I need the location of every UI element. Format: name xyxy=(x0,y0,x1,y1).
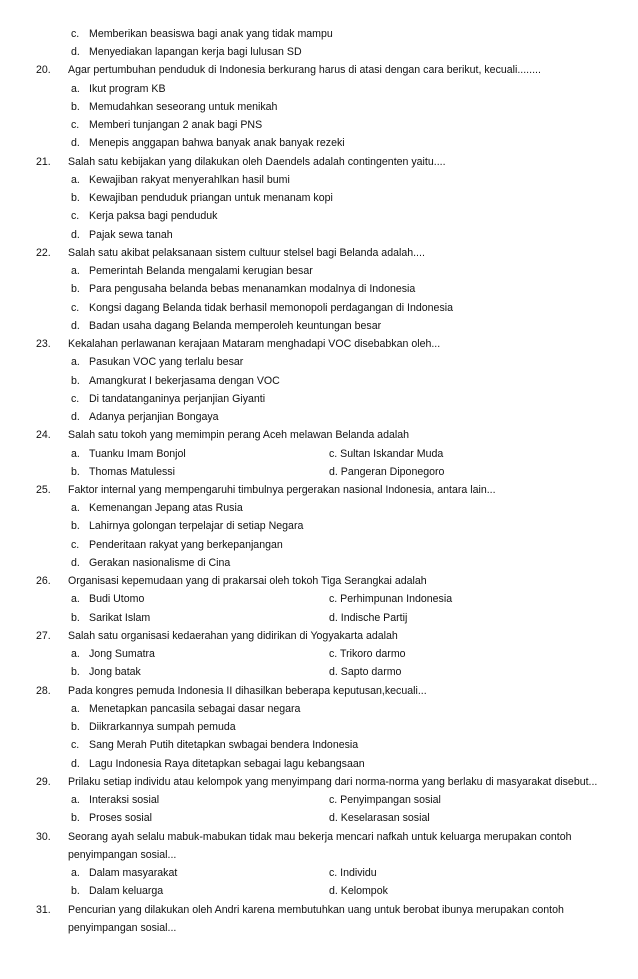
question-row xyxy=(0,573,638,589)
option-text: Badan usaha dagang Belanda memperoleh keuntungan besar xyxy=(89,319,382,332)
option-right: d. Pangeran Diponegoro xyxy=(329,465,445,478)
option-text: Proses sosial xyxy=(89,812,152,825)
option-text: Thomas Matulessi xyxy=(89,465,175,478)
option-text: Lahirnya golongan terpelajar di setiap Negara xyxy=(89,520,304,533)
option-letter: b. xyxy=(71,192,80,205)
option-text: Ikut program KB xyxy=(89,82,166,95)
option-text: Para pengusaha belanda bebas menanamkan modalnya di Indonesia xyxy=(89,283,416,296)
option-letter: a. xyxy=(71,173,80,186)
option-row xyxy=(0,263,638,279)
option-text: Kemenangan Jepang atas Rusia xyxy=(89,502,243,515)
option-letter: a. xyxy=(71,447,80,460)
question-number: 20. xyxy=(36,64,51,77)
option-row xyxy=(0,318,638,334)
question-number: 25. xyxy=(36,484,51,496)
option-row xyxy=(0,208,638,224)
option-letter: d. xyxy=(71,137,80,150)
option-letter: a. xyxy=(71,794,80,807)
option-letter: d. xyxy=(71,319,80,332)
option-text: Lagu Indonesia Raya ditetapkan sebagai lagu kebangsaan xyxy=(89,757,365,770)
option-row-two-column xyxy=(0,865,638,881)
option-row xyxy=(0,737,638,753)
option-right: d. Keselarasan sosial xyxy=(329,812,430,825)
question-row xyxy=(0,774,638,790)
question-row xyxy=(0,62,638,78)
option-letter: d. xyxy=(71,228,80,241)
question-text: Salah satu kebijakan yang dilakukan oleh Daendels adalah contingenten yaitu.... xyxy=(68,155,446,168)
option-text: Memberikan beasiswa bagi anak yang tidak mampu xyxy=(89,28,333,40)
option-row xyxy=(0,555,638,571)
option-row xyxy=(0,117,638,133)
question-row xyxy=(0,902,638,918)
option-text: Interaksi sosial xyxy=(89,794,160,807)
question-text: Pada kongres pemuda Indonesia II dihasilkan beberapa keputusan,kecuali... xyxy=(68,684,427,697)
option-letter: c. xyxy=(71,210,80,223)
option-right: c. Trikoro darmo xyxy=(329,648,406,661)
question-text: Agar pertumbuhan penduduk di Indonesia berkurang harus di atasi dengan cara berikut, kecuali........ xyxy=(68,64,541,77)
option-text: Kongsi dagang Belanda tidak berhasil memonopoli perdagangan di Indonesia xyxy=(89,301,453,314)
option-letter: a. xyxy=(71,502,80,515)
option-text: Di tandatanganinya perjanjian Giyanti xyxy=(89,392,266,405)
option-row xyxy=(0,373,638,389)
option-row xyxy=(0,99,638,115)
question-number: 22. xyxy=(36,246,51,259)
option-row xyxy=(0,756,638,772)
option-text: Sang Merah Putih ditetapkan swbagai bendera Indonesia xyxy=(89,739,359,752)
question-row xyxy=(0,427,638,443)
question-text: penyimpangan sosial... xyxy=(68,848,177,861)
option-row-two-column xyxy=(0,446,638,462)
option-letter: c. xyxy=(71,392,80,405)
option-row-two-column xyxy=(0,883,638,899)
option-row-two-column xyxy=(0,664,638,680)
option-text: Kewajiban rakyat menyerahlkan hasil bumi xyxy=(89,173,290,186)
question-row xyxy=(0,683,638,699)
question-text: Pencurian yang dilakukan oleh Andri karena membutuhkan uang untuk berobat ibunya merupakan contoh xyxy=(68,903,564,916)
question-number: 30. xyxy=(36,830,51,843)
option-row xyxy=(0,300,638,316)
option-text: Menyediakan lapangan kerja bagi lulusan SD xyxy=(89,46,302,59)
question-text: penyimpangan sosial... xyxy=(68,921,177,934)
question-continuation xyxy=(0,920,638,936)
option-letter: a. xyxy=(71,356,80,369)
option-row xyxy=(0,135,638,151)
option-right: d. Kelompok xyxy=(329,885,388,898)
option-right: c. Sultan Iskandar Muda xyxy=(329,447,444,460)
option-letter: c. xyxy=(71,739,80,752)
option-right: c. Individu xyxy=(329,867,377,880)
question-text: Salah satu akibat pelaksanaan sistem cultuur stelsel bagi Belanda adalah.... xyxy=(68,246,425,259)
option-text: Dalam masyarakat xyxy=(89,867,178,880)
option-right: d. Indische Partij xyxy=(329,611,408,624)
question-number: 27. xyxy=(36,629,51,642)
option-text: Kerja paksa bagi penduduk xyxy=(89,210,218,223)
option-row xyxy=(0,227,638,243)
question-row xyxy=(0,154,638,170)
option-row xyxy=(0,81,638,97)
option-row xyxy=(0,701,638,717)
option-letter: b. xyxy=(71,520,80,533)
option-letter: a. xyxy=(71,867,80,880)
option-text: Dalam keluarga xyxy=(89,885,164,898)
question-row xyxy=(0,829,638,845)
option-text: Pasukan VOC yang terlalu besar xyxy=(89,356,244,369)
question-row xyxy=(0,628,638,644)
option-letter: c. xyxy=(71,538,80,551)
option-text: Pemerintah Belanda mengalami kerugian besar xyxy=(89,265,313,278)
option-letter: c. xyxy=(71,28,80,40)
question-number: 21. xyxy=(36,155,51,168)
option-row xyxy=(0,537,638,553)
question-number: 28. xyxy=(36,684,51,697)
question-continuation xyxy=(0,847,638,863)
option-text: Budi Utomo xyxy=(89,593,145,606)
question-number: 29. xyxy=(36,775,51,788)
option-text: Jong batak xyxy=(89,666,141,679)
question-text: Prilaku setiap individu atau kelompok yang menyimpang dari norma-norma yang berlaku di masyarakat disebut... xyxy=(68,775,598,788)
question-number: 26. xyxy=(36,575,51,588)
option-letter: b. xyxy=(71,666,80,679)
question-row xyxy=(0,482,638,498)
option-row-two-column xyxy=(0,646,638,662)
option-text: Amangkurat I bekerjasama dengan VOC xyxy=(89,374,280,387)
option-text: Menepis anggapan bahwa banyak anak banyak rezeki xyxy=(89,137,345,150)
question-text: Salah satu organisasi kedaerahan yang didirikan di Yogyakarta adalah xyxy=(68,629,398,642)
question-text: Organisasi kepemudaan yang di prakarsai oleh tokoh Tiga Serangkai adalah xyxy=(68,575,427,588)
option-row xyxy=(0,26,638,42)
option-row-two-column xyxy=(0,810,638,826)
question-number: 24. xyxy=(36,429,51,442)
option-letter: b. xyxy=(71,283,80,296)
option-row-two-column xyxy=(0,792,638,808)
option-text: Diikrarkannya sumpah pemuda xyxy=(89,721,236,734)
option-text: Pajak sewa tanah xyxy=(89,228,173,241)
option-text: Memberi tunjangan 2 anak bagi PNS xyxy=(89,119,263,132)
option-text: Gerakan nasionalisme di Cina xyxy=(89,556,231,569)
option-letter: b. xyxy=(71,812,80,825)
option-letter: a. xyxy=(71,265,80,278)
option-letter: c. xyxy=(71,119,80,132)
option-row xyxy=(0,281,638,297)
option-letter: d. xyxy=(71,411,80,424)
option-letter: b. xyxy=(71,374,80,387)
option-letter: b. xyxy=(71,611,80,624)
option-row xyxy=(0,190,638,206)
question-text: Salah satu tokoh yang memimpin perang Aceh melawan Belanda adalah xyxy=(68,429,409,442)
question-row xyxy=(0,245,638,261)
option-letter: d. xyxy=(71,556,80,569)
option-row xyxy=(0,719,638,735)
option-right: c. Perhimpunan Indonesia xyxy=(329,593,453,606)
question-text: Kekalahan perlawanan kerajaan Mataram menghadapi VOC disebabkan oleh... xyxy=(68,338,441,351)
question-row xyxy=(0,336,638,352)
option-row-two-column xyxy=(0,464,638,480)
option-letter: b. xyxy=(71,885,80,898)
option-letter: a. xyxy=(71,82,80,95)
option-letter: b. xyxy=(71,465,80,478)
option-letter: b. xyxy=(71,100,80,113)
option-row-two-column xyxy=(0,591,638,607)
question-number: 31. xyxy=(36,903,51,916)
option-letter: a. xyxy=(71,648,80,661)
option-row-two-column xyxy=(0,610,638,626)
option-text: Penderitaan rakyat yang berkepanjangan xyxy=(89,538,283,551)
option-row xyxy=(0,391,638,407)
question-text: Seorang ayah selalu mabuk-mabukan tidak mau bekerja mencari nafkah untuk keluarga merupakan contoh xyxy=(68,830,572,843)
option-text: Adanya perjanjian Bongaya xyxy=(89,411,219,424)
option-row xyxy=(0,172,638,188)
option-row xyxy=(0,518,638,534)
option-letter: d. xyxy=(71,757,80,770)
option-row xyxy=(0,500,638,516)
option-text: Menetapkan pancasila sebagai dasar negara xyxy=(89,702,301,715)
question-text: Faktor internal yang mempengaruhi timbulnya pergerakan nasional Indonesia, antara lain... xyxy=(68,484,496,496)
option-right: c. Penyimpangan sosial xyxy=(329,794,441,807)
option-text: Tuanku Imam Bonjol xyxy=(89,447,186,460)
option-row xyxy=(0,354,638,370)
option-text: Kewajiban penduduk priangan untuk menanam kopi xyxy=(89,192,333,205)
question-number: 23. xyxy=(36,338,51,351)
option-letter: a. xyxy=(71,702,80,715)
option-letter: b. xyxy=(71,721,80,734)
option-text: Jong Sumatra xyxy=(89,648,155,661)
option-row xyxy=(0,44,638,60)
option-letter: a. xyxy=(71,593,80,606)
option-text: Memudahkan seseorang untuk menikah xyxy=(89,100,278,113)
option-letter: d. xyxy=(71,46,80,59)
option-letter: c. xyxy=(71,301,80,314)
option-text: Sarikat Islam xyxy=(89,611,151,624)
option-right: d. Sapto darmo xyxy=(329,666,402,679)
option-row xyxy=(0,409,638,425)
